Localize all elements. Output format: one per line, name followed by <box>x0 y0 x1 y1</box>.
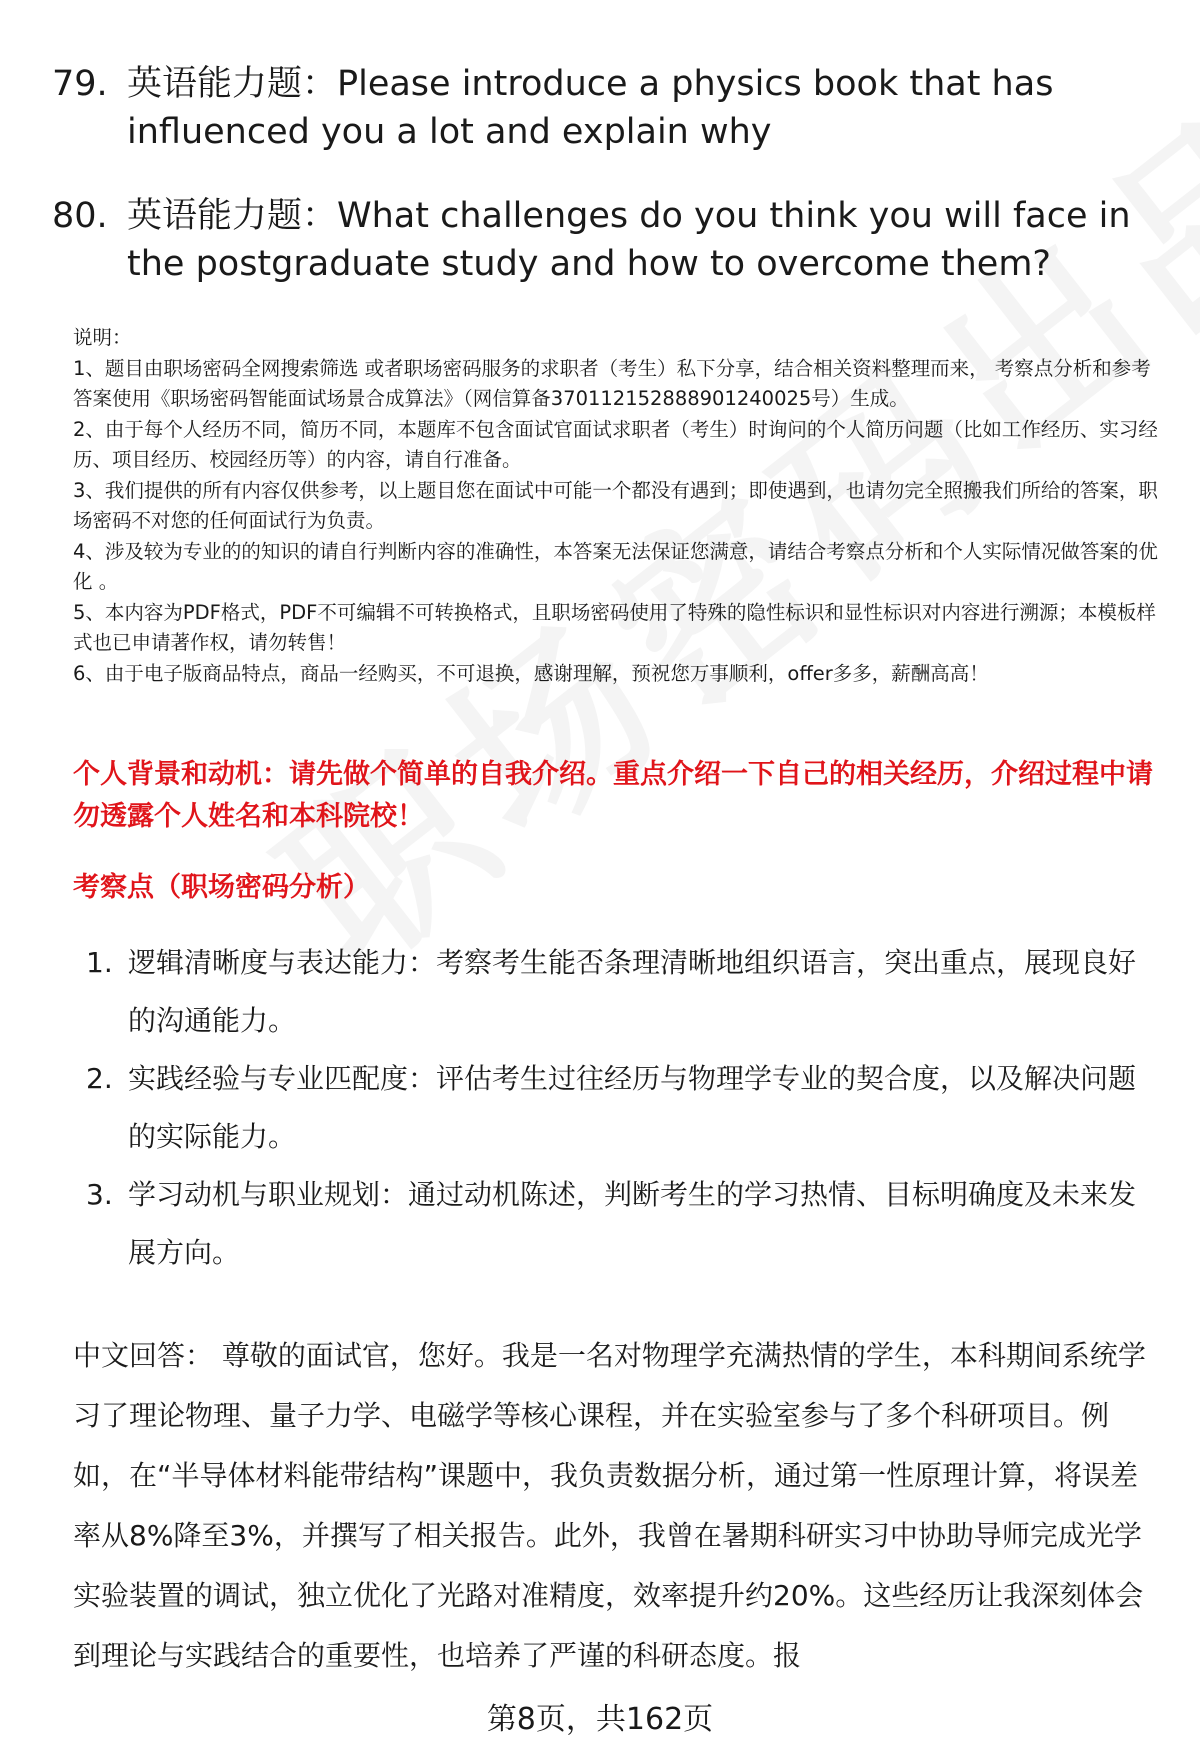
question-text: 英语能力题：Please introduce a physics book that has influenced you a lot and explain why <box>127 64 1054 152</box>
list-item <box>80 1050 1150 1166</box>
focus-heading: 考察点（职场密码分析） <box>73 872 370 903</box>
list-item-text: 实践经验与专业匹配度：评估考生过往经历与物理学专业的契合度，以及解决问题的实际能力。 <box>128 1062 1137 1153</box>
list-item <box>80 934 1150 1050</box>
page-number: 第8页，共162页 <box>486 1702 714 1737</box>
note-item: 2、由于每个人经历不同，简历不同，本题库不包含面试官面试求职者（考生）时询问的个人简历问题（比如工作经历、实习经历、项目经历、校园经历等）的内容，请自行准备。 <box>73 417 1158 471</box>
note-item: 5、本内容为PDF格式，PDF不可编辑不可转换格式，且职场密码使用了特殊的隐性标识和显性标识对内容进行溯源；本模板样式也已申请著作权，请勿转售！ <box>73 600 1156 654</box>
note-item: 4、涉及较为专业的的知识的请自行判断内容的准确性，本答案无法保证您满意，请结合考察点分析和个人实际情况做答案的优化 。 <box>73 539 1158 593</box>
list-item-number: 1. <box>86 946 113 979</box>
note-item: 6、由于电子版商品特点，商品一经购买，不可退换，感谢理解，预祝您万事顺利，offer多多，薪酬高高！ <box>73 661 989 685</box>
notes-title: 说明： <box>73 326 132 349</box>
note-item: 3、我们提供的所有内容仅供参考，以上题目您在面试中可能一个都没有遇到；即使遇到，也请勿完全照搬我们所给的答案，职场密码不对您的任何面试行为负责。 <box>73 478 1158 532</box>
focus-points-list <box>80 934 1150 1282</box>
question-number: 80. <box>52 196 108 236</box>
section-heading: 个人背景和动机：请先做个简单的自我介绍。重点介绍一下自己的相关经历，介绍过程中请勿透露个人姓名和本科院校！ <box>73 759 1153 832</box>
list-item-text: 学习动机与职业规划：通过动机陈述，判断考生的学习热情、目标明确度及未来发展方向。 <box>128 1178 1137 1269</box>
question-number: 79. <box>52 64 108 104</box>
question-text: 英语能力题：What challenges do you think you will face in the postgraduate study and how to overcome them? <box>127 196 1131 284</box>
note-item: 1、题目由职场密码全网搜索筛选 或者职场密码服务的求职者（考生）私下分享，结合相关资料整理而来， 考察点分析和参考答案使用《职场密码智能面试场景合成算法》（网信算备370112152888901240025号）生成。 <box>73 356 1151 410</box>
list-item <box>80 1166 1150 1282</box>
notes-block <box>73 323 1163 689</box>
answer-text: 中文回答： 尊敬的面试官，您好。我是一名对物理学充满热情的学生，本科期间系统学习了理论物理、量子力学、电磁学等核心课程，并在实验室参与了多个科研项目。例如，在“半导体材料能带结构”课题中，我负责数据分析，通过第一性原理计算，将误差率从8%降至3%，并撰写了相关报告。此外，我曾在暑期科研实习中协助导师完成光学实验装置的调试，独立优化了光路对准精度，效率提升约20%。这些经历让我深刻体会到理论与实践结合的重要性，也培养了严谨的科研态度。报 <box>73 1339 1146 1672</box>
list-item-number: 3. <box>86 1178 113 1211</box>
list-item-text: 逻辑清晰度与表达能力：考察考生能否条理清晰地组织语言，突出重点，展现良好的沟通能力。 <box>128 946 1137 1037</box>
list-item-number: 2. <box>86 1062 113 1095</box>
